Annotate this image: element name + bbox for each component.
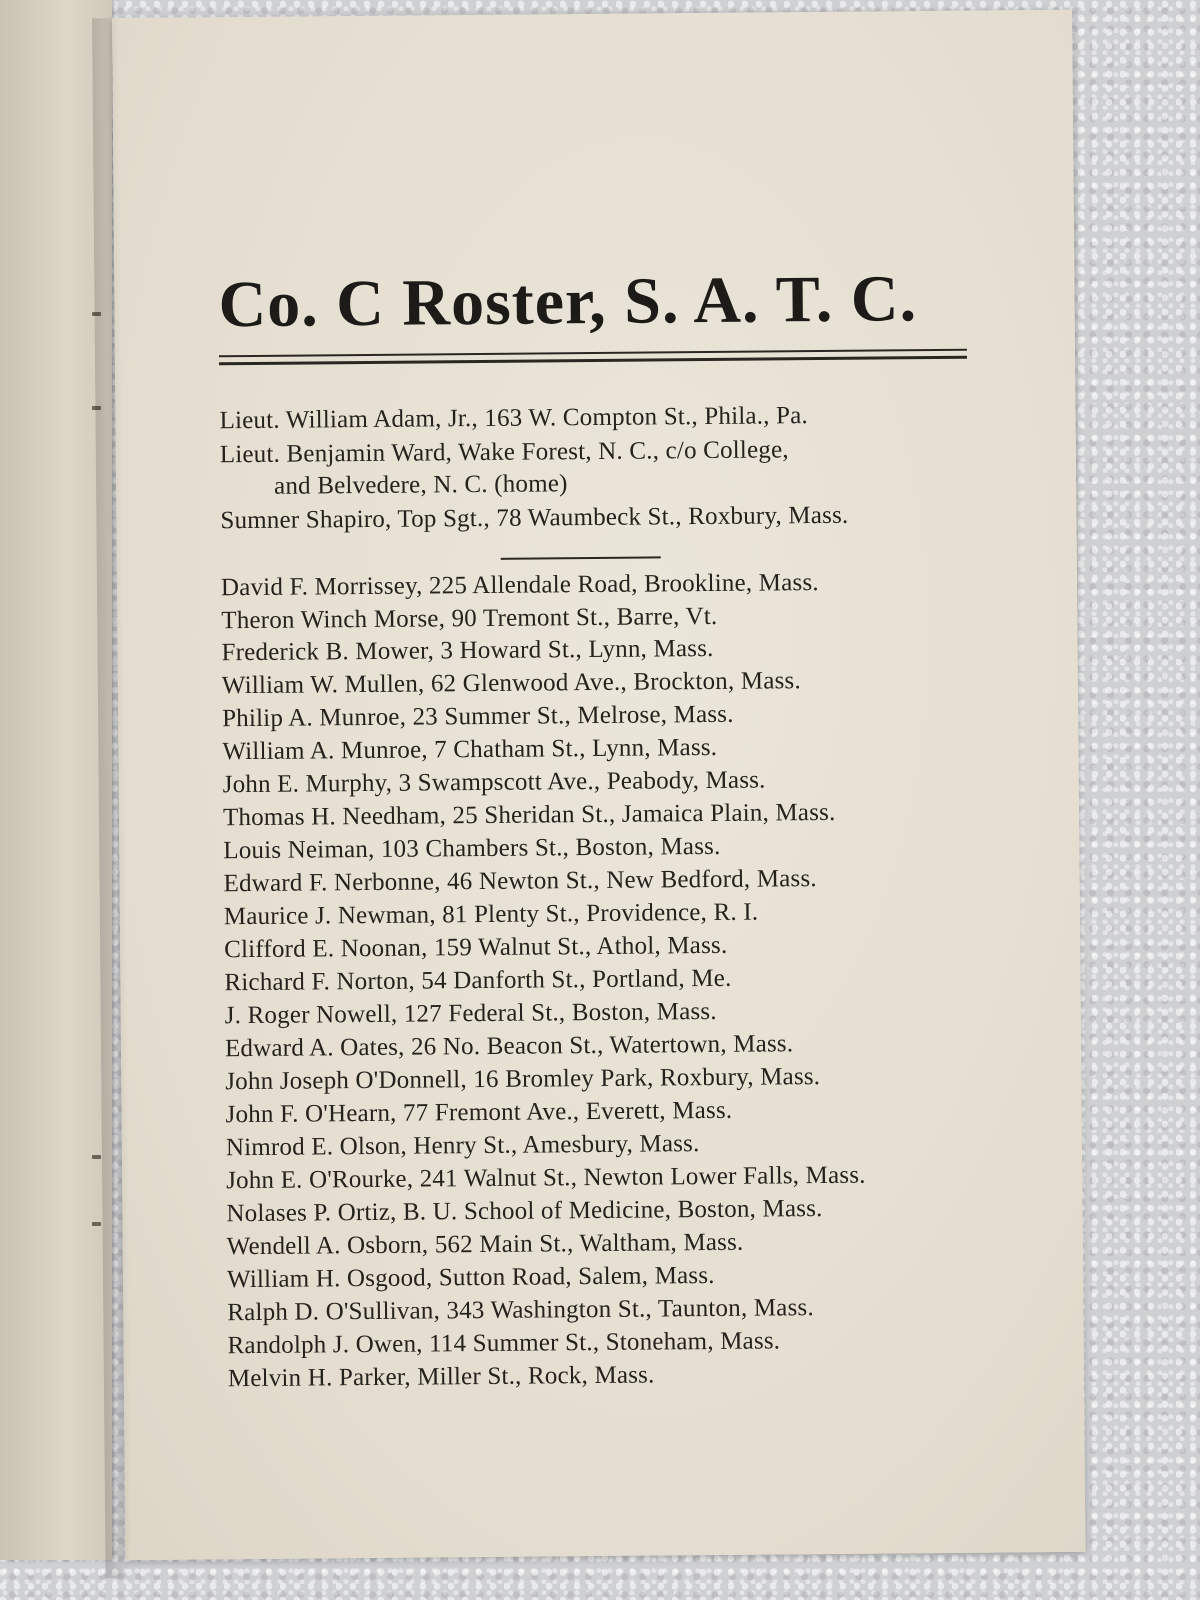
- roster-entry: Ralph D. O'Sullivan, 343 Washington St., Taunton, Mass.: [227, 1294, 814, 1327]
- roster-entry: Frederick B. Mower, 3 Howard St., Lynn, Mass.: [221, 634, 714, 667]
- roster-entry: Louis Neiman, 103 Chambers St., Boston, Mass.: [223, 832, 721, 865]
- roster-entry: John E. O'Rourke, 241 Walnut St., Newton Lower Falls, Mass.: [226, 1161, 866, 1195]
- roster-entry: John E. Murphy, 3 Swampscott Ave., Peabody, Mass.: [222, 766, 766, 799]
- roster-entry: William W. Mullen, 62 Glenwood Ave., Brockton, Mass.: [221, 667, 801, 700]
- officer-entry: Sumner Shapiro, Top Sgt., 78 Waumbeck St., Roxbury, Mass.: [220, 501, 849, 535]
- roster-entry: John F. O'Hearn, 77 Fremont Ave., Everett, Mass.: [225, 1096, 733, 1129]
- roster-page: [112, 10, 1085, 1560]
- title-rule-thick: [219, 356, 967, 366]
- roster-entry: Randolph J. Owen, 114 Summer St., Stoneham, Mass.: [227, 1327, 781, 1360]
- roster-entry: Melvin H. Parker, Miller St., Rock, Mass.: [227, 1361, 655, 1393]
- officer-entry: Lieut. Benjamin Ward, Wake Forest, N. C., c/o College,: [219, 436, 789, 469]
- officer-entry-continuation: and Belvedere, N. C. (home): [273, 470, 568, 500]
- roster-entry: Clifford E. Noonan, 159 Walnut St., Athol, Mass.: [224, 931, 728, 964]
- roster-entry: David F. Morrissey, 225 Allendale Road, Brookline, Mass.: [220, 569, 819, 602]
- roster-entry: Edward F. Nerbonne, 46 Newton St., New Bedford, Mass.: [223, 865, 817, 898]
- roster-entry: Thomas H. Needham, 25 Sheridan St., Jamaica Plain, Mass.: [222, 798, 836, 832]
- section-divider: [501, 556, 661, 559]
- roster-entry: John Joseph O'Donnell, 16 Bromley Park, Roxbury, Mass.: [225, 1063, 821, 1096]
- roster-entry: Richard F. Norton, 54 Danforth St., Portland, Me.: [224, 964, 732, 997]
- staple-mark: [92, 1222, 101, 1226]
- roster-entry: Theron Winch Morse, 90 Tremont St., Barre, Vt.: [221, 602, 718, 635]
- roster-entry: William A. Munroe, 7 Chatham St., Lynn, Mass.: [222, 733, 718, 766]
- roster-entry: Nolases P. Ortiz, B. U. School of Medicine, Boston, Mass.: [226, 1195, 823, 1228]
- roster-entry: Maurice J. Newman, 81 Plenty St., Providence, R. I.: [223, 898, 759, 931]
- roster-entry: J. Roger Nowell, 127 Federal St., Boston, Mass.: [224, 997, 717, 1030]
- page-title: Co. C Roster, S. A. T. C.: [218, 262, 918, 342]
- officer-entry: Lieut. William Adam, Jr., 163 W. Compton St., Phila., Pa.: [219, 402, 809, 435]
- roster-entry: Wendell A. Osborn, 562 Main St., Waltham, Mass.: [226, 1228, 744, 1261]
- roster-entry: Edward A. Oates, 26 No. Beacon St., Watertown, Mass.: [224, 1030, 794, 1063]
- roster-entry: Nimrod E. Olson, Henry St., Amesbury, Mass.: [225, 1130, 700, 1162]
- staple-mark: [92, 1155, 101, 1159]
- roster-entry: Philip A. Munroe, 23 Summer St., Melrose, Mass.: [222, 700, 734, 733]
- roster-entry: William H. Osgood, Sutton Road, Salem, Mass.: [226, 1261, 715, 1294]
